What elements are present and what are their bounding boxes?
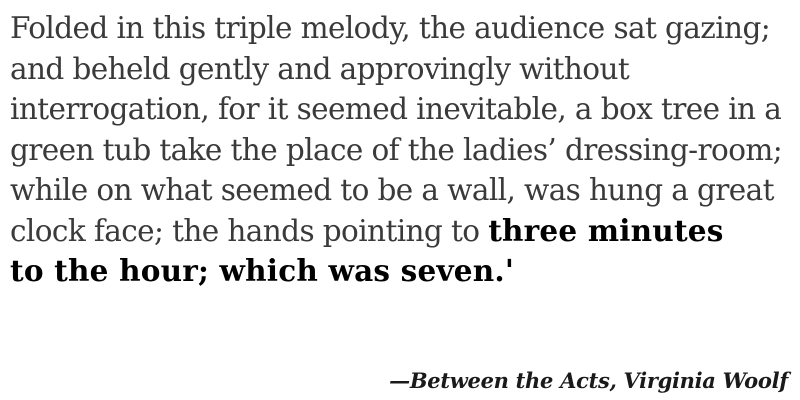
quote-line-2: and beheld gently and approvingly without <box>10 51 630 86</box>
quote-emphasis-part1: three minutes <box>488 212 724 248</box>
quote-line-5: while on what seemed to be a wall, was hung a great <box>10 173 774 207</box>
attribution: —Between the Acts, Virginia Woolf <box>389 368 788 393</box>
quote-line-4: green tub take the place of the ladies’ dressing-room; <box>10 132 783 167</box>
quote-line-6 <box>10 211 790 252</box>
quote-block <box>10 8 790 292</box>
quote-line-3: interrogation, for it seemed inevitable, a box tree in a <box>10 92 782 126</box>
quote-line-6-text: clock face; the hands pointing to <box>10 213 489 248</box>
quote-emphasis-line: to the hour; which was seven.' <box>10 253 515 288</box>
quote-line-1: Folded in this triple melody, the audience sat gazing; <box>10 11 771 45</box>
